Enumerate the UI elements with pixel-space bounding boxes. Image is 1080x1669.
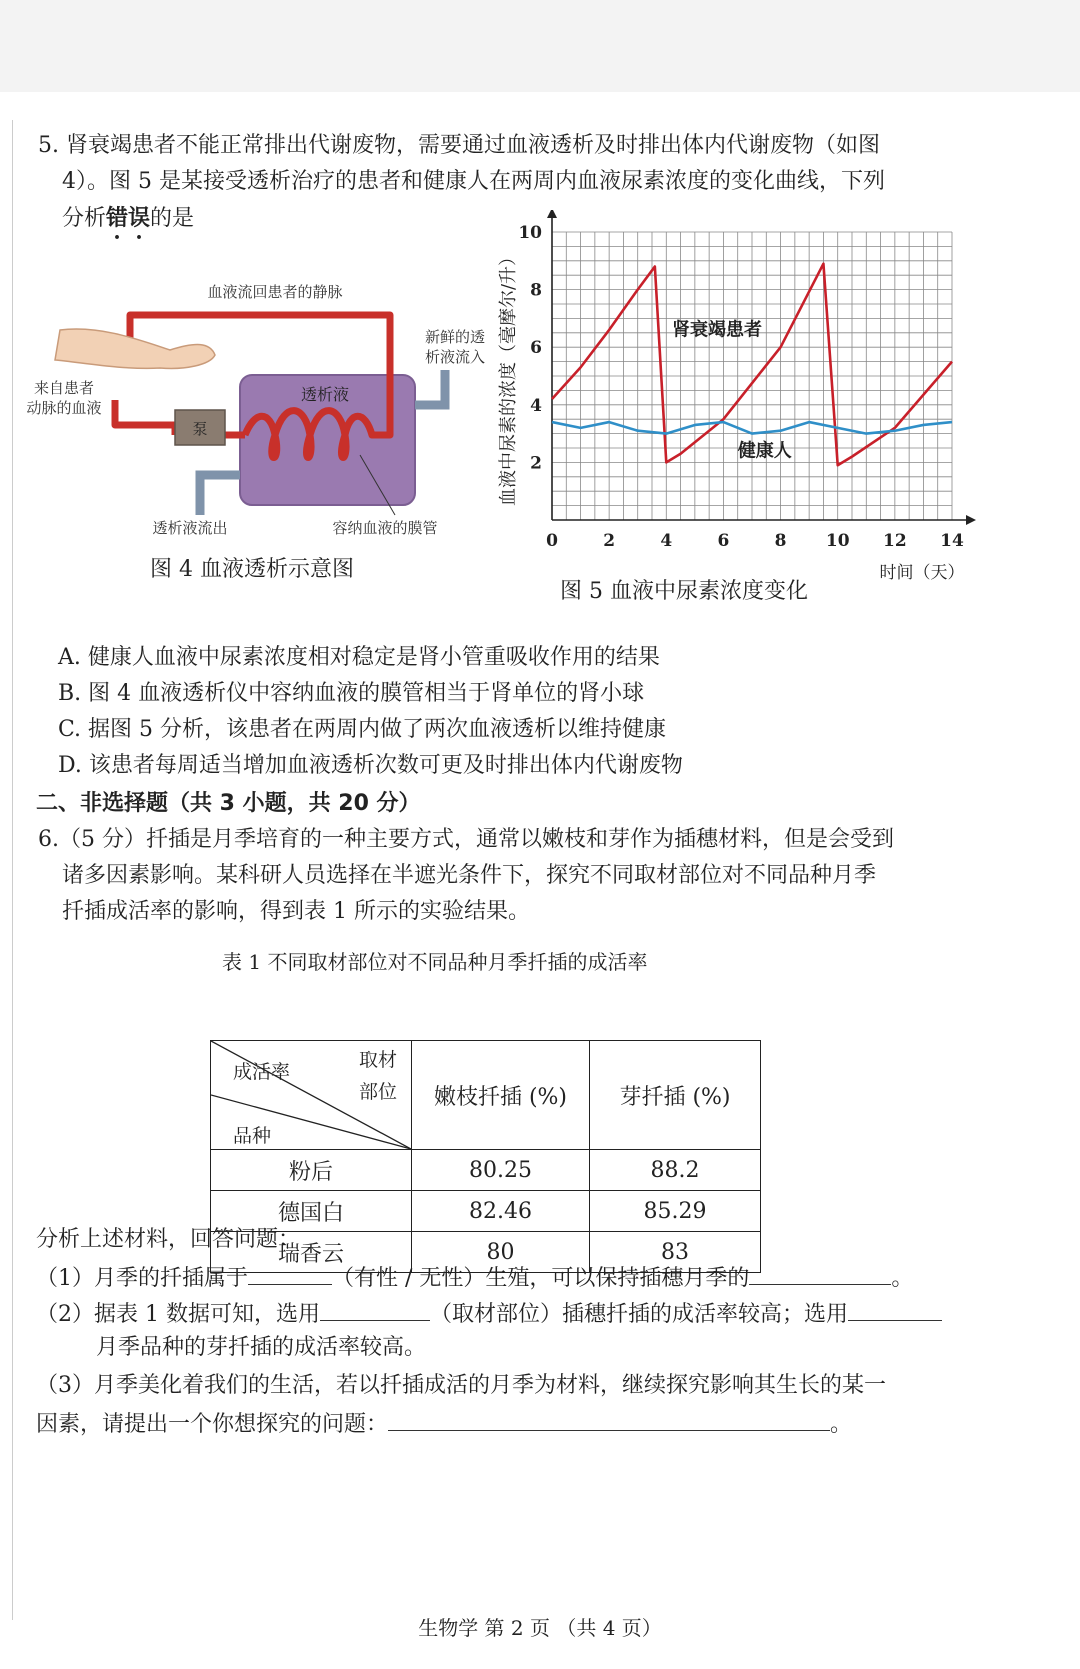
chart-y-arrow <box>547 210 557 218</box>
chart-x-tick-label: 6 <box>717 531 730 551</box>
q6-sub-3: （3）月季美化着我们的生活，若以扦插成活的月季为材料，继续探究影响其生长的某一 <box>36 1373 886 1398</box>
q6-analyze-prompt: 分析上述材料，回答问题： <box>36 1227 301 1252</box>
answer-blank-4[interactable] <box>848 1294 942 1321</box>
section-2-title: 二、非选择题（共 3 小题，共 20 分） <box>36 791 421 816</box>
answer-blank-1[interactable] <box>248 1258 332 1285</box>
label-dialysate-out: 透析液流出 <box>152 519 228 537</box>
q5-option-a[interactable]: A. 健康人血液中尿素浓度相对稳定是肾小管重吸收作用的结果 <box>58 645 660 670</box>
fresh-dialysate-pipe <box>415 370 445 405</box>
table-1-title: 表 1 不同取材部位对不同品种月季扦插的成活率 <box>222 950 648 974</box>
q6-sub-3-cont: 因素，请提出一个你想探究的问题： 。 <box>36 1404 852 1443</box>
table-header-row <box>211 1041 761 1150</box>
figure-4-caption: 图 4 血液透析示意图 <box>150 557 354 582</box>
table-cell-variety: 瑞香云 <box>211 1232 412 1273</box>
answer-blank-2[interactable] <box>749 1258 891 1285</box>
label-fresh-dialysate-2: 析液流入 <box>424 348 486 366</box>
q6-line-3: 扦插成活率的影响，得到表 1 所示的实验结果。 <box>62 899 530 924</box>
q6-sub-1: （1）月季的扦插属于 （有性 / 无性）生殖，可以保持插穗月季的 。 <box>36 1258 913 1297</box>
chart-ylabel: 血液中尿素的浓度（毫摩尔/升） <box>498 247 519 507</box>
q5-line-1: 5. 肾衰竭患者不能正常排出代谢废物，需要通过血液透析及时排出体内代谢废物（如图 <box>38 133 880 158</box>
chart-y-tick-label: 8 <box>530 280 542 301</box>
corner-label-material-1: 取材 <box>359 1049 398 1071</box>
label-artery-1: 来自患者 <box>33 379 95 397</box>
table-header-cell: 芽扦插 (%) <box>590 1041 761 1150</box>
chart-y-tick-label: 4 <box>530 395 542 416</box>
corner-label-material-2: 部位 <box>359 1081 398 1103</box>
chart-y-tick-label: 2 <box>530 453 542 474</box>
chart-y-tick-label: 6 <box>530 338 542 359</box>
chart-xlabel: 时间（天） <box>879 563 965 583</box>
table-cell: 88.2 <box>590 1150 761 1191</box>
chart-x-tick-label: 14 <box>940 531 964 551</box>
figure-5-caption: 图 5 血液中尿素浓度变化 <box>560 579 808 604</box>
chart-x-tick-label: 2 <box>603 531 616 551</box>
chart-series-label-patient: 肾衰竭患者 <box>672 319 762 341</box>
table-cell-variety: 德国白 <box>211 1191 412 1232</box>
q5-option-c[interactable]: C. 据图 5 分析，该患者在两周内做了两次血液透析以维持健康 <box>58 717 667 742</box>
table-cell: 83 <box>590 1232 761 1273</box>
chart-x-tick-label: 0 <box>546 531 558 551</box>
chart-x-tick-label: 8 <box>774 531 787 551</box>
q5-line-3: 分析错误的是 <box>62 205 195 231</box>
q5-option-d[interactable]: D. 该患者每周适当增加血液透析次数可更及时排出体内代谢废物 <box>58 753 683 778</box>
label-fresh-dialysate-1: 新鲜的透 <box>424 328 486 346</box>
q5-line-2: 4）。图 5 是某接受透析治疗的患者和健康人在两周内血液尿素浓度的变化曲线，下列 <box>62 169 885 194</box>
label-artery-2: 动脉的血液 <box>26 399 102 417</box>
table-row <box>211 1150 761 1191</box>
q5-option-b[interactable]: B. 图 4 血液透析仪中容纳血液的膜管相当于肾单位的肾小球 <box>58 681 645 706</box>
q6-line-2: 诸多因素影响。某科研人员选择在半遮光条件下，探究不同取材部位对不同品种月季 <box>62 863 877 888</box>
page-top-shadow <box>0 0 1080 92</box>
q6-sub-2-cont: 月季品种的芽扦插的成活率较高。 <box>96 1335 427 1360</box>
label-membrane: 容纳血液的膜管 <box>332 519 438 537</box>
q6-sub-2: （2）据表 1 数据可知，选用 （取材部位）插穗扦插的成活率较高；选用 <box>36 1294 942 1333</box>
chart-series-label-healthy: 健康人 <box>737 440 792 462</box>
table-cell-variety: 粉后 <box>211 1150 412 1191</box>
dialysate-outlet-pipe <box>200 475 240 515</box>
pump-label: 泵 <box>192 420 208 438</box>
chart-x-tick-label: 4 <box>660 531 673 551</box>
page-footer: 生物学 第 2 页 （共 4 页） <box>418 1616 662 1640</box>
chart-x-tick-label: 10 <box>825 531 850 551</box>
figure-5-chart <box>490 210 990 600</box>
chart-x-arrow <box>966 515 976 525</box>
label-dialysate: 透析液 <box>300 385 350 404</box>
q6-line-1: 6.（5 分）扦插是月季培育的一种主要方式，通常以嫩枝和芽作为插穗材料，但是会受到 <box>38 827 894 852</box>
table-cell: 82.46 <box>412 1191 590 1232</box>
table-header-cell: 嫩枝扦插 (%) <box>412 1041 590 1150</box>
label-return-vein: 血液流回患者的静脉 <box>207 283 343 301</box>
figure-4-dialysis-diagram <box>20 270 490 570</box>
corner-label-variety: 品种 <box>233 1125 272 1147</box>
answer-blank-3[interactable] <box>320 1294 430 1321</box>
chart-x-tick-label: 12 <box>883 531 907 551</box>
answer-blank-5[interactable] <box>388 1404 830 1431</box>
chart-y-tick-label: 10 <box>518 223 542 243</box>
table-cell: 80.25 <box>412 1150 590 1191</box>
table-cell: 85.29 <box>590 1191 761 1232</box>
table-cell: 80 <box>412 1232 590 1273</box>
corner-label-survival: 成活率 <box>233 1061 291 1083</box>
patient-arm <box>55 329 215 368</box>
table-corner-cell <box>211 1041 412 1150</box>
page-left-border <box>12 120 13 1620</box>
